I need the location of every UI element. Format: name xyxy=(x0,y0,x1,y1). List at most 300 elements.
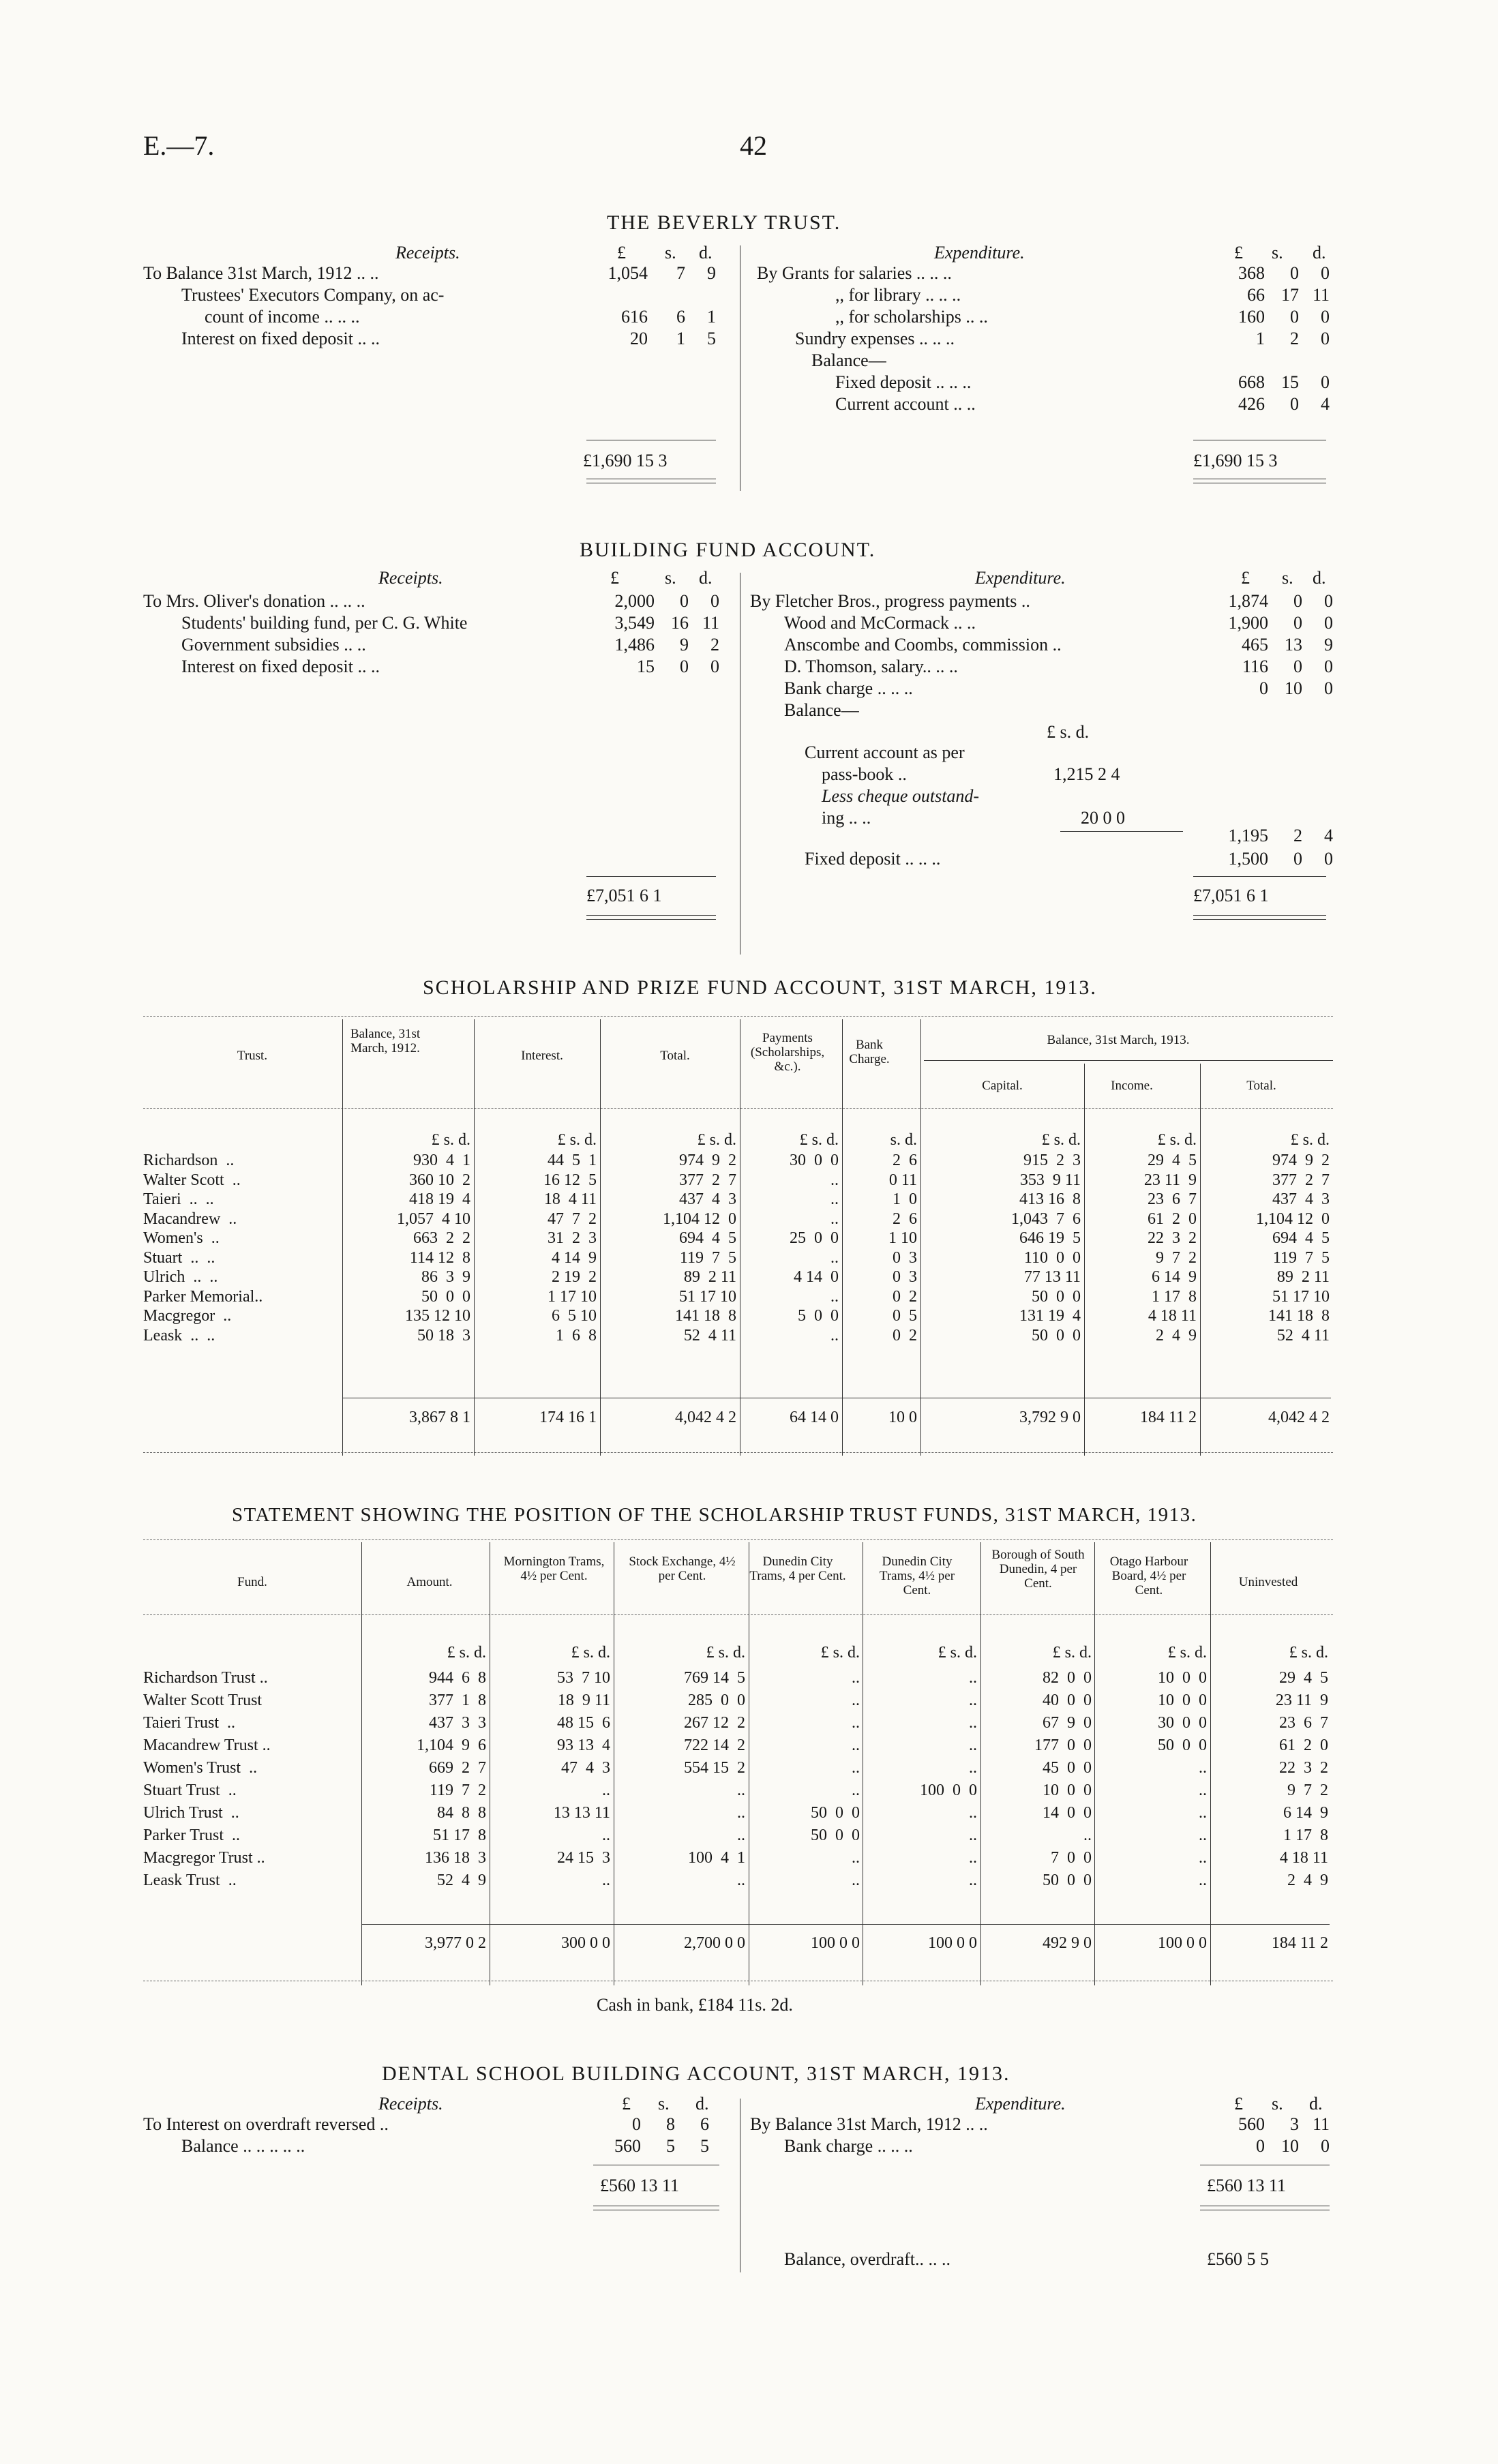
receipt-text: Trustees' Executors Company, on ac- xyxy=(181,285,445,305)
expenditure-text: By Grants for salaries .. .. .. xyxy=(757,263,952,283)
amount-pounds: 1,874 xyxy=(1228,591,1268,611)
table-row xyxy=(0,1668,1498,1691)
cell-amt: 669 2 7 xyxy=(429,1759,486,1777)
total-otago: 100 0 0 xyxy=(1158,1934,1207,1952)
cell-uni: 23 11 9 xyxy=(1275,1692,1328,1709)
cell-cap: 915 2 3 xyxy=(1023,1152,1081,1169)
amount-shillings: 0 xyxy=(1293,657,1302,676)
currency-pence: d. xyxy=(699,568,713,588)
beverly-total-right: £1,690 15 3 xyxy=(1193,451,1278,470)
table-top-rule xyxy=(143,1016,1333,1017)
amount-pence: 0 xyxy=(1324,613,1333,633)
cell-stock: .. xyxy=(737,1804,745,1822)
amount-shillings: 5 xyxy=(666,2136,675,2156)
header-balance-1912: Balance, 31st March, 1912. xyxy=(350,1027,421,1055)
cell-tot: 974 9 2 xyxy=(679,1152,736,1169)
cell-int: 1 17 10 xyxy=(548,1287,597,1306)
cell-inc: 61 2 0 xyxy=(1148,1210,1197,1228)
trust-name: Parker Memorial.. xyxy=(143,1287,263,1306)
dental-receipts-list xyxy=(143,2114,730,2157)
amount-pounds: 0 xyxy=(1256,2136,1265,2156)
header-capital: Capital. xyxy=(982,1079,1023,1093)
cell-bal: 930 4 1 xyxy=(413,1152,470,1169)
amount-pence: 0 xyxy=(1324,657,1333,676)
cell-pay: .. xyxy=(830,1190,839,1208)
cell-c4: .. xyxy=(852,1669,860,1687)
header-rule xyxy=(924,1060,1333,1061)
table-row xyxy=(0,1713,1498,1736)
cell-bor: .. xyxy=(1083,1827,1092,1844)
expenditure-text: D. Thomson, salary.. .. .. xyxy=(784,657,958,676)
cell-bor: 40 0 0 xyxy=(1043,1692,1092,1709)
amount-pounds: 668 xyxy=(1238,372,1265,392)
cell-c45: .. xyxy=(969,1692,977,1709)
dental-exp-head: Expenditure. xyxy=(975,2094,1066,2114)
cell-amt: 51 17 8 xyxy=(433,1827,486,1844)
amount-pence: 0 xyxy=(710,591,719,611)
double-rule xyxy=(586,915,716,916)
amount-pence: 2 xyxy=(710,635,719,655)
statement-title: STATEMENT SHOWING THE POSITION OF THE SCHOLARSHIP TRUST FUNDS, 31ST MARCH, 1913. xyxy=(232,1504,1197,1526)
double-rule xyxy=(1193,915,1326,916)
expenditure-line xyxy=(750,656,1350,678)
total-capital: 3,792 9 0 xyxy=(1019,1409,1081,1426)
cell-c45: .. xyxy=(969,1872,977,1889)
amount-pounds: 1,900 xyxy=(1228,613,1268,633)
receipt-text: Students' building fund, per C. G. White xyxy=(181,613,468,633)
fund-name: Women's Trust .. xyxy=(143,1759,258,1777)
amount-pence: 0 xyxy=(1324,591,1333,611)
cell-tot: 377 2 7 xyxy=(679,1171,736,1189)
less-cheque-amount: 20 0 0 xyxy=(1081,808,1125,828)
less-cheque-text: ing .. .. xyxy=(822,808,871,828)
currency-pence: d. xyxy=(1309,2094,1323,2114)
amount-pounds: 3,549 xyxy=(614,613,655,633)
table-row xyxy=(0,1248,1498,1268)
cell-bank: 0 2 xyxy=(893,1287,917,1306)
currency-row xyxy=(0,1643,1498,1664)
current-account-amount: 1,215 2 4 xyxy=(1053,764,1120,784)
currency-shilling: s. xyxy=(1272,2094,1283,2114)
table-row xyxy=(0,1826,1498,1848)
cell-inc: 23 6 7 xyxy=(1148,1190,1197,1208)
cell-tot2: 694 4 5 xyxy=(1272,1229,1330,1247)
receipt-line xyxy=(143,634,730,656)
amount-pounds: 15 xyxy=(637,657,655,676)
table-row xyxy=(0,1781,1498,1803)
beverly-expenditure-list xyxy=(757,262,1343,415)
cell-uni: 4 18 11 xyxy=(1279,1849,1328,1867)
cell-cap: 77 13 11 xyxy=(1023,1268,1081,1286)
amount-pence: 5 xyxy=(707,329,716,348)
cell-pay: .. xyxy=(830,1287,839,1306)
receipt-text: Balance .. .. .. .. .. xyxy=(181,2136,305,2156)
amount-shillings: 9 xyxy=(680,635,689,655)
trust-name: Taieri .. .. xyxy=(143,1190,214,1208)
total-income: 184 11 2 xyxy=(1139,1409,1197,1426)
fixed-deposit-text: Fixed deposit .. .. .. xyxy=(805,849,941,869)
fund-name: Stuart Trust .. xyxy=(143,1782,237,1799)
cell-c45: .. xyxy=(969,1827,977,1844)
cell-tot: 51 17 10 xyxy=(679,1287,736,1306)
cell-tot2: 377 2 7 xyxy=(1272,1171,1330,1189)
cell-pay: 5 0 0 xyxy=(798,1307,839,1325)
currency-label: £ s. d. xyxy=(799,1131,839,1149)
expenditure-line xyxy=(750,700,1350,721)
amount-pence: 9 xyxy=(707,263,716,283)
fund-name: Walter Scott Trust xyxy=(143,1692,263,1709)
currency-shilling: s. xyxy=(1272,243,1283,262)
sum-rule xyxy=(586,876,716,877)
cell-c45: .. xyxy=(969,1737,977,1754)
expenditure-line xyxy=(757,284,1343,306)
expenditure-line xyxy=(750,2135,1336,2157)
cell-bank: 0 3 xyxy=(893,1268,917,1286)
cell-morn: .. xyxy=(602,1827,610,1844)
currency-label: £ s. d. xyxy=(1157,1131,1197,1149)
amount-pence: 0 xyxy=(1324,678,1333,698)
cell-cap: 110 0 0 xyxy=(1023,1248,1081,1267)
amount-pounds: 560 xyxy=(1238,2114,1265,2134)
cell-cap: 1,043 7 6 xyxy=(1011,1210,1081,1228)
beverly-receipts-head: Receipts. xyxy=(395,243,460,262)
amount-pence: 5 xyxy=(700,2136,709,2156)
fund-name: Macandrew Trust .. xyxy=(143,1737,271,1754)
expenditure-line xyxy=(750,678,1350,700)
cell-c45: .. xyxy=(969,1714,977,1732)
cell-tot2: 89 2 11 xyxy=(1276,1268,1330,1286)
header-total-1913: Total. xyxy=(1246,1079,1276,1093)
fund-name: Leask Trust .. xyxy=(143,1872,237,1889)
header-stock: Stock Exchange, 4½ per Cent. xyxy=(629,1554,736,1583)
cell-c4: .. xyxy=(852,1759,860,1777)
cell-inc: 1 17 8 xyxy=(1152,1287,1197,1306)
cell-tot2: 141 18 8 xyxy=(1268,1307,1330,1325)
cell-morn: .. xyxy=(602,1872,610,1889)
total-total: 4,042 4 2 xyxy=(675,1409,736,1426)
expenditure-text: Fixed deposit .. .. .. xyxy=(835,372,972,392)
cell-ota: 10 0 0 xyxy=(1158,1669,1207,1687)
total-payments: 64 14 0 xyxy=(790,1409,839,1426)
total-balance: 3,867 8 1 xyxy=(409,1409,470,1426)
cell-bor: 177 0 0 xyxy=(1034,1737,1092,1754)
cell-amt: 136 18 3 xyxy=(425,1849,486,1867)
cell-cap: 50 0 0 xyxy=(1032,1326,1081,1344)
total-stock: 2,700 0 0 xyxy=(684,1934,745,1952)
table-row xyxy=(0,1871,1498,1893)
currency-pound: £ xyxy=(622,2094,631,2114)
cell-tot: 141 18 8 xyxy=(675,1307,736,1325)
trust-name: Leask .. .. xyxy=(143,1326,215,1344)
cell-bal: 50 18 3 xyxy=(417,1326,470,1344)
expenditure-text: ,, for scholarships .. .. xyxy=(835,307,988,327)
cell-bal: 86 3 9 xyxy=(421,1268,470,1286)
total-interest: 174 16 1 xyxy=(539,1409,597,1426)
cell-tot: 437 4 3 xyxy=(679,1190,736,1208)
cell-tot2: 437 4 3 xyxy=(1272,1190,1330,1208)
cell-bor: 7 0 0 xyxy=(1051,1849,1092,1867)
receipt-text: To Mrs. Oliver's donation .. .. .. xyxy=(143,591,365,611)
table-row xyxy=(0,1267,1498,1287)
currency-label: £ s. d. xyxy=(820,1644,860,1662)
cell-pay: 4 14 0 xyxy=(794,1268,839,1286)
cell-cap: 646 19 5 xyxy=(1019,1229,1081,1247)
cell-morn: 24 15 3 xyxy=(557,1849,610,1867)
currency-label: £ s. d. xyxy=(1052,1644,1092,1662)
cell-int: 44 5 1 xyxy=(548,1152,597,1169)
sum-rule xyxy=(1193,876,1326,877)
cell-uni: 29 4 5 xyxy=(1279,1669,1328,1687)
cell-inc: 23 11 9 xyxy=(1143,1171,1197,1189)
header-balance-1913: Balance, 31st March, 1913. xyxy=(1047,1033,1190,1047)
table-row xyxy=(0,1287,1498,1307)
amount-shillings: 8 xyxy=(666,2114,675,2134)
amount-pence: 11 xyxy=(1312,2114,1330,2134)
cell-c45: .. xyxy=(969,1804,977,1822)
page-number: 42 xyxy=(740,130,767,161)
sub-rule xyxy=(1060,831,1183,832)
receipt-line xyxy=(143,306,730,328)
currency-shilling: s. xyxy=(658,2094,670,2114)
total-amount: 3,977 0 2 xyxy=(425,1934,486,1952)
cell-tot2: 52 4 11 xyxy=(1276,1326,1330,1344)
currency-shilling: s. xyxy=(665,568,676,588)
fund-name: Ulrich Trust .. xyxy=(143,1804,239,1822)
receipt-text: To Interest on overdraft reversed .. xyxy=(143,2114,389,2134)
total-borough: 492 9 0 xyxy=(1043,1934,1092,1952)
cell-stock: 100 4 1 xyxy=(688,1849,745,1867)
statement-totals-row xyxy=(0,1934,1498,1954)
cell-c45: .. xyxy=(969,1759,977,1777)
cell-bal: 50 0 0 xyxy=(421,1287,470,1306)
currency-label: £ s. d. xyxy=(557,1131,597,1149)
cell-c4: .. xyxy=(852,1692,860,1709)
total-city-45: 100 0 0 xyxy=(928,1934,977,1952)
cell-inc: 4 18 11 xyxy=(1148,1307,1197,1325)
cell-c4: 50 0 0 xyxy=(811,1827,860,1844)
amount-shillings: 7 xyxy=(676,263,685,283)
cell-bank: 0 5 xyxy=(893,1307,917,1325)
amount-pence: 0 xyxy=(710,657,719,676)
total-uninvested: 184 11 2 xyxy=(1271,1934,1328,1952)
cell-inc: 29 4 5 xyxy=(1148,1152,1197,1169)
header-bank-charge: Bank Charge. xyxy=(849,1038,890,1066)
cell-uni: 22 3 2 xyxy=(1279,1759,1328,1777)
totals-rule xyxy=(361,1924,1330,1925)
fund-name: Taieri Trust .. xyxy=(143,1714,235,1732)
expenditure-line xyxy=(757,393,1343,415)
currency-label: £ s. d. xyxy=(706,1644,745,1662)
table-row xyxy=(0,1691,1498,1713)
cell-bor: 67 9 0 xyxy=(1043,1714,1092,1732)
building-title: BUILDING FUND ACCOUNT. xyxy=(580,539,876,561)
beverly-title: THE BEVERLY TRUST. xyxy=(607,211,841,234)
dental-total-right: £560 13 11 xyxy=(1207,2176,1287,2195)
expenditure-line xyxy=(750,590,1350,612)
building-total-left: £7,051 6 1 xyxy=(586,886,662,905)
table-row xyxy=(0,1210,1498,1229)
amount-shillings: 17 xyxy=(1281,285,1299,305)
amount-pence: 1 xyxy=(707,307,716,327)
cell-amt: 119 7 2 xyxy=(429,1782,486,1799)
fixed-deposit-pounds: 1,500 xyxy=(1228,849,1268,869)
currency-pence: d. xyxy=(1313,568,1326,588)
receipt-line xyxy=(143,2135,730,2157)
currency-label: £ s. d. xyxy=(1290,1131,1330,1149)
cell-inc: 2 4 9 xyxy=(1156,1326,1197,1344)
cell-bank: 2 6 xyxy=(893,1210,917,1228)
receipt-line xyxy=(143,612,730,634)
expenditure-line xyxy=(757,350,1343,372)
total-city-4: 100 0 0 xyxy=(811,1934,860,1952)
cell-bank: 0 11 xyxy=(888,1171,917,1189)
currency-label: £ s. d. xyxy=(1167,1644,1207,1662)
amount-shillings: 15 xyxy=(1281,372,1299,392)
table-row xyxy=(0,1848,1498,1871)
cell-stock: .. xyxy=(737,1872,745,1889)
double-rule xyxy=(1193,919,1326,920)
dental-title: DENTAL SCHOOL BUILDING ACCOUNT, 31ST MARCH, 1913. xyxy=(382,2062,1010,2085)
currency-label: £ s. d. xyxy=(1041,1131,1081,1149)
net-current-pounds: 1,195 xyxy=(1228,826,1268,845)
receipt-line xyxy=(143,590,730,612)
cell-bor: 14 0 0 xyxy=(1043,1804,1092,1822)
header-bottom-rule xyxy=(143,1108,1333,1109)
net-current-shillings: 2 xyxy=(1293,826,1302,845)
cell-ota: 30 0 0 xyxy=(1158,1714,1207,1732)
cell-uni: 61 2 0 xyxy=(1279,1737,1328,1754)
amount-pence: 0 xyxy=(1321,2136,1330,2156)
cell-bank: 1 0 xyxy=(893,1190,917,1208)
amount-pounds: 368 xyxy=(1238,263,1265,283)
currency-label: £ s. d. xyxy=(571,1644,610,1662)
table-top-rule xyxy=(143,1539,1333,1540)
cell-c4: .. xyxy=(852,1714,860,1732)
amount-shillings: 0 xyxy=(1293,591,1302,611)
beverly-receipts-list xyxy=(143,262,730,350)
building-exp-head: Expenditure. xyxy=(975,568,1066,588)
cell-pay: .. xyxy=(830,1248,839,1267)
cell-stock: .. xyxy=(737,1827,745,1844)
expenditure-line xyxy=(750,2114,1336,2135)
amount-pounds: 1,486 xyxy=(614,635,655,655)
cell-ota: 50 0 0 xyxy=(1158,1737,1207,1754)
cell-uni: 6 14 9 xyxy=(1283,1804,1328,1822)
currency-label: £ s. d. xyxy=(697,1131,736,1149)
cell-bal: 360 10 2 xyxy=(409,1171,470,1189)
currency-label: £ s. d. xyxy=(1289,1644,1328,1662)
header-city-4: Dunedin City Trams, 4 per Cent. xyxy=(749,1554,846,1583)
cell-tot2: 974 9 2 xyxy=(1272,1152,1330,1169)
inner-currency: £ s. d. xyxy=(1047,722,1090,742)
cell-pay: 30 0 0 xyxy=(790,1152,839,1169)
currency-pence: d. xyxy=(1313,243,1326,262)
cell-c45: .. xyxy=(969,1849,977,1867)
receipt-text: To Balance 31st March, 1912 .. .. xyxy=(143,263,379,283)
cell-stock: 267 12 2 xyxy=(684,1714,745,1732)
cell-int: 16 12 5 xyxy=(543,1171,597,1189)
trust-name: Ulrich .. .. xyxy=(143,1268,218,1286)
header-otago: Otago Harbour Board, 4½ per Cent. xyxy=(1109,1554,1188,1597)
amount-shillings: 10 xyxy=(1285,678,1302,698)
fund-name: Richardson Trust .. xyxy=(143,1669,268,1687)
cell-c4: .. xyxy=(852,1872,860,1889)
currency-label: £ s. d. xyxy=(938,1644,977,1662)
receipt-line xyxy=(143,2114,730,2135)
expenditure-line xyxy=(757,262,1343,284)
table-row xyxy=(0,1803,1498,1826)
receipt-line xyxy=(143,656,730,678)
header-bottom-rule xyxy=(143,1614,1333,1615)
fixed-deposit-shillings: 0 xyxy=(1293,849,1302,869)
currency-label: s. d. xyxy=(890,1131,917,1149)
fund-name: Macgregor Trust .. xyxy=(143,1849,265,1867)
expenditure-line xyxy=(750,612,1350,634)
total-mornington: 300 0 0 xyxy=(561,1934,610,1952)
amount-shillings: 16 xyxy=(671,613,689,633)
header-payments: Payments (Scholarships, &c.). xyxy=(750,1031,825,1074)
current-account-text: Current account as per xyxy=(805,742,965,762)
currency-pound: £ xyxy=(610,568,619,588)
net-current-pence: 4 xyxy=(1324,826,1333,845)
cell-int: 4 14 9 xyxy=(552,1248,597,1267)
cell-c4: .. xyxy=(852,1849,860,1867)
currency-pound: £ xyxy=(1234,2094,1243,2114)
cell-bal: 114 12 8 xyxy=(409,1248,470,1267)
cell-amt: 437 3 3 xyxy=(429,1714,486,1732)
cell-ota: .. xyxy=(1199,1782,1207,1799)
amount-shillings: 0 xyxy=(680,657,689,676)
total-bank: 10 0 xyxy=(888,1409,917,1426)
cell-pay: 25 0 0 xyxy=(790,1229,839,1247)
currency-label: £ s. d. xyxy=(447,1644,486,1662)
table-row xyxy=(0,1151,1498,1171)
receipt-line xyxy=(143,284,730,306)
cell-cap: 413 16 8 xyxy=(1019,1190,1081,1208)
amount-pence: 0 xyxy=(1321,372,1330,392)
cell-cap: 131 19 4 xyxy=(1019,1307,1081,1325)
scholarship-totals-row xyxy=(0,1408,1498,1428)
overdraft-text: Balance, overdraft.. .. .. xyxy=(784,2249,951,2269)
cell-morn: 48 15 6 xyxy=(557,1714,610,1732)
expenditure-line xyxy=(757,306,1343,328)
amount-pounds: 2,000 xyxy=(614,591,655,611)
cell-inc: 9 7 2 xyxy=(1156,1248,1197,1267)
table-row xyxy=(0,1736,1498,1758)
amount-pounds: 1,054 xyxy=(608,263,648,283)
cell-uni: 2 4 9 xyxy=(1287,1872,1328,1889)
amount-shillings: 0 xyxy=(1293,613,1302,633)
cell-c4: .. xyxy=(852,1737,860,1754)
amount-pounds: 426 xyxy=(1238,394,1265,414)
receipt-text: count of income .. .. .. xyxy=(205,307,360,327)
currency-row xyxy=(0,1130,1498,1151)
cell-ota: .. xyxy=(1199,1827,1207,1844)
cell-morn: 18 9 11 xyxy=(557,1692,610,1709)
cell-tot: 52 4 11 xyxy=(683,1326,736,1344)
trust-name: Stuart .. .. xyxy=(143,1248,215,1267)
expenditure-text: Wood and McCormack .. .. xyxy=(784,613,976,633)
fixed-deposit-pence: 0 xyxy=(1324,849,1333,869)
current-account-text: pass-book .. xyxy=(822,764,907,784)
currency-pound: £ xyxy=(1241,568,1250,588)
amount-pounds: 66 xyxy=(1247,285,1265,305)
trust-name: Walter Scott .. xyxy=(143,1171,241,1189)
cell-amt: 944 6 8 xyxy=(429,1669,486,1687)
cell-int: 47 7 2 xyxy=(548,1210,597,1228)
cell-int: 18 4 11 xyxy=(543,1190,597,1208)
expenditure-text: ,, for library .. .. .. xyxy=(835,285,961,305)
